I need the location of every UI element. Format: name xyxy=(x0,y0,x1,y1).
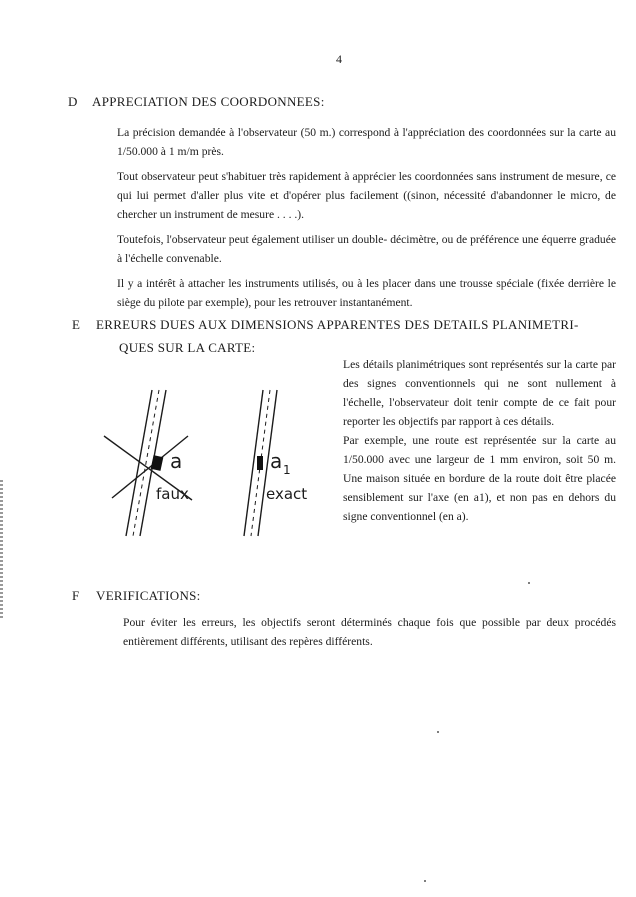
section-f-letter: F xyxy=(72,588,80,603)
section-e-body xyxy=(343,355,616,526)
section-e-title-line1: ERREURS DUES AUX DIMENSIONS APPARENTES DES DETAILS PLANIMETRI- xyxy=(96,317,579,332)
label-a1-subscript: 1 xyxy=(283,463,291,477)
section-e-letter: E xyxy=(72,317,81,332)
section-d-paragraph: Il y a intérêt à attacher les instruments utilisés, ou à les placer dans une trousse spéciale (fixée derrière le siège du pilote par exemple), pour les retrouver instantanément. xyxy=(117,277,616,309)
section-f-body xyxy=(123,613,616,657)
section-d-paragraph: La précision demandée à l'observateur (50 m.) correspond à l'appréciation des coordonnées sur la carte au 1/50.000 à 1 m/m près. xyxy=(117,126,616,158)
caption-exact: exact xyxy=(266,485,308,503)
house-symbol-correct xyxy=(257,456,263,470)
section-d-body xyxy=(117,123,616,318)
section-f-heading xyxy=(72,588,201,604)
section-e-title-line2: QUES SUR LA CARTE: xyxy=(119,340,256,355)
road-sign-diagram xyxy=(100,388,320,543)
section-d-heading xyxy=(68,94,325,110)
label-a1: a xyxy=(270,449,283,473)
section-e-paragraph: Par exemple, une route est représentée sur la carte au 1/50.000 avec une largeur de 1 mm environ, soit 50 m. Une maison située en bordure de la route doit être placée sensiblement sur l'axe (en a1), et non pas en dehors du signe conventionnel (en a). xyxy=(343,434,616,523)
section-e-paragraph: Les détails planimétriques sont représentés sur la carte par des signes conventionnels qui ne sont nullement à l'échelle, l'observateur doit tenir compte de ce fait pour reporter les objectifs par rapport à ces détails. xyxy=(343,358,616,428)
scan-speck xyxy=(437,731,439,733)
section-d-paragraph: Tout observateur peut s'habituer très rapidement à apprécier les coordonnées sans instrument de mesure, ce qui lui permet d'aller plus vite et d'opérer plus facilement ((sinon, nécessité d'abandonner le micro, de chercher un instrument de mesure . . . .). xyxy=(117,170,616,221)
house-symbol-wrong xyxy=(151,455,164,471)
section-f-paragraph: Pour éviter les erreurs, les objectifs seront déterminés chaque fois que possible par deux procédés entièrement différents, utilisant des repères différents. xyxy=(123,616,616,648)
scan-speck xyxy=(528,582,530,584)
section-e-heading-cont xyxy=(119,340,255,356)
section-e-heading xyxy=(72,317,579,333)
section-d-title: APPRECIATION DES COORDONNEES: xyxy=(92,94,325,109)
label-a: a xyxy=(170,449,183,473)
section-d-letter: D xyxy=(68,94,78,109)
caption-faux: faux xyxy=(156,485,189,503)
scan-edge-mark xyxy=(0,480,3,620)
section-f-title: VERIFICATIONS: xyxy=(96,588,201,603)
section-d-paragraph: Toutefois, l'observateur peut également utiliser un double- décimètre, ou de préférence une équerre graduée à l'échelle convenable. xyxy=(117,233,616,265)
scan-speck xyxy=(424,880,426,882)
page-number: 4 xyxy=(336,52,342,66)
